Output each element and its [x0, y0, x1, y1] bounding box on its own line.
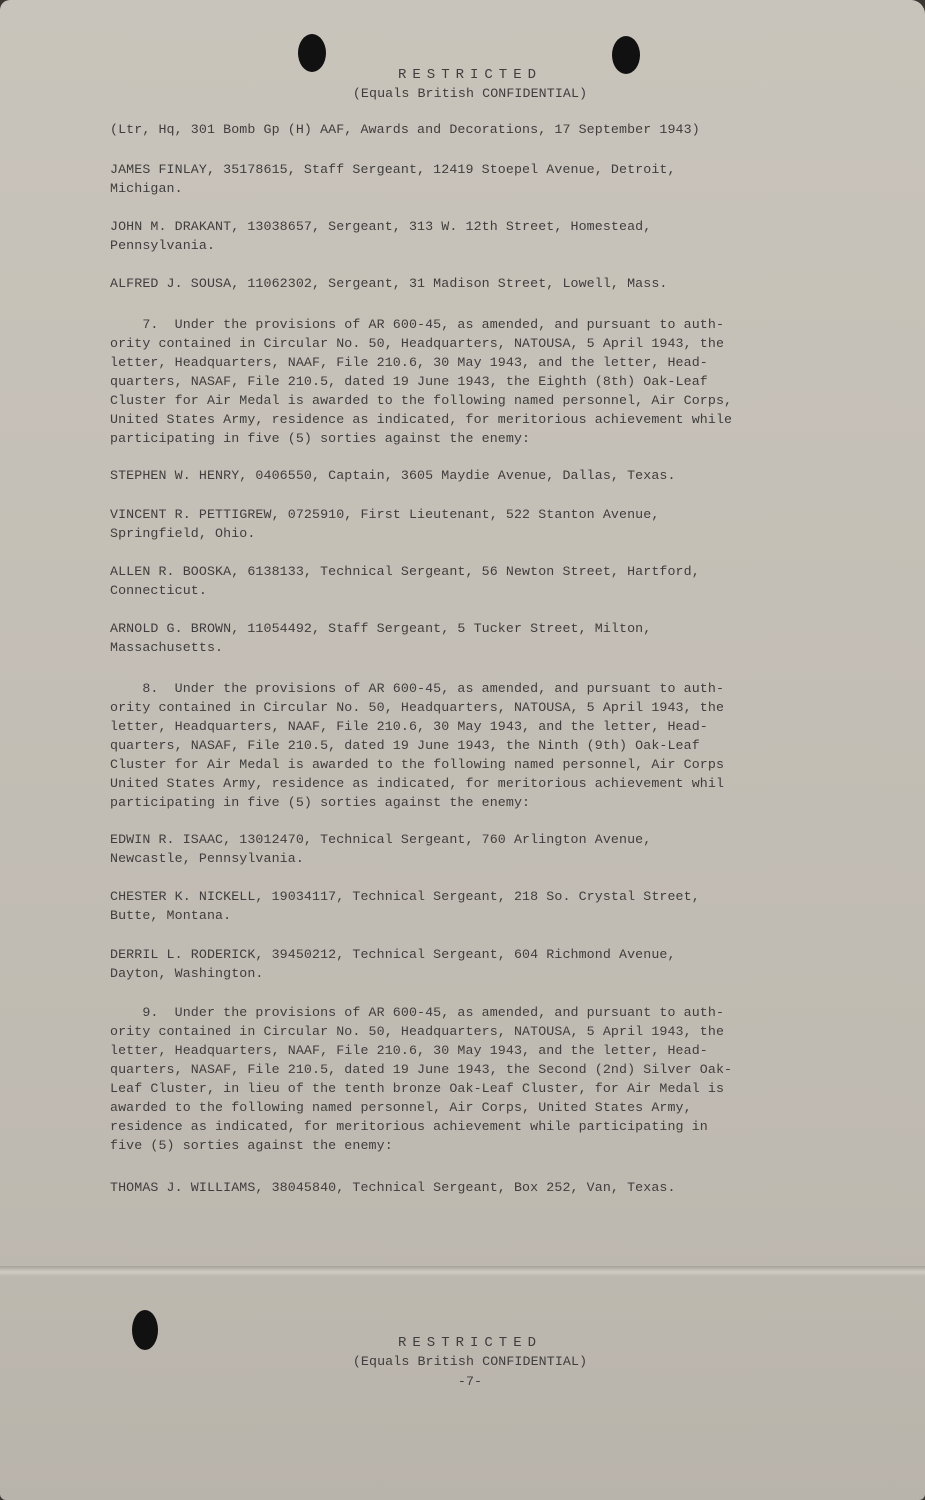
paragraph-7: 7. Under the provisions of AR 600-45, as amended, and pursuant to auth- ority contained in Circular No. 50, Headquarters, NATOUSA, 5 April 1943, the letter, Headquarters, NAAF, File 210.6, 30 May 1943, and the letter, Head- quarters, NASAF, File 210.5, dated 19 June 1943, the Eighth (8th) Oak-Leaf Cluster for Air Medal is awarded to the following named personnel, Air Corps, United States Army, residence as indicated, for meritorious achievement while participating in five (5) sorties against the enemy:	[110, 317, 733, 446]
header-classification: RESTRICTED	[397, 67, 542, 83]
letter-reference: (Ltr, Hq, 301 Bomb Gp (H) AAF, Awards and Decorations, 17 September 1943)	[110, 122, 700, 137]
header-classification-equivalent: (Equals British CONFIDENTIAL)	[352, 86, 588, 101]
recipient-entry: JAMES FINLAY, 35178615, Staff Sergeant, 12419 Stoepel Avenue, Detroit, Michigan.	[110, 162, 676, 196]
recipient-entry: ALFRED J. SOUSA, 11062302, Sergeant, 31 Madison Street, Lowell, Mass.	[110, 276, 668, 291]
recipient-entry: JOHN M. DRAKANT, 13038657, Sergeant, 313 W. 12th Street, Homestead, Pennsylvania.	[110, 219, 652, 253]
paragraph-9: 9. Under the provisions of AR 600-45, as amended, and pursuant to auth- ority contained in Circular No. 50, Headquarters, NATOUSA, 5 April 1943, the letter, Headquarters, NAAF, File 210.6, 30 May 1943, and the letter, Head- quarters, NASAF, File 210.5, dated 19 June 1943, the Second (2nd) Silver Oak- Leaf Cluster, in lieu of the tenth bronze Oak-Leaf Cluster, for Air Medal is awarded to the following named personnel, Air Corps, United States Army, residence as indicated, for meritorious achievement while participating in five (5) sorties against the enemy:	[110, 1005, 733, 1153]
footer-classification: RESTRICTED	[397, 1335, 542, 1351]
recipient-entry: CHESTER K. NICKELL, 19034117, Technical Sergeant, 218 So. Crystal Street, Butte, Montana.	[110, 889, 700, 923]
paper-fold-crease	[0, 1266, 925, 1276]
page-number: -7-	[457, 1374, 483, 1389]
recipient-entry: THOMAS J. WILLIAMS, 38045840, Technical Sergeant, Box 252, Van, Texas.	[110, 1180, 676, 1195]
recipient-entry: DERRIL L. RODERICK, 39450212, Technical Sergeant, 604 Richmond Avenue, Dayton, Washington.	[110, 947, 676, 981]
recipient-entry: STEPHEN W. HENRY, 0406550, Captain, 3605 Maydie Avenue, Dallas, Texas.	[110, 468, 676, 483]
paragraph-8: 8. Under the provisions of AR 600-45, as amended, and pursuant to auth- ority contained in Circular No. 50, Headquarters, NATOUSA, 5 April 1943, the letter, Headquarters, NAAF, File 210.6, 30 May 1943, and the letter, Head- quarters, NASAF, File 210.5, dated 19 June 1943, the Ninth (9th) Oak-Leaf Cluster for Air Medal is awarded to the following named personnel, Air Corps United States Army, residence as indicated, for meritorious achievement whil participating in five (5) sorties against the enemy:	[110, 681, 725, 810]
recipient-entry: ALLEN R. BOOSKA, 6138133, Technical Sergeant, 56 Newton Street, Hartford, Connecticut.	[110, 564, 700, 598]
recipient-entry: VINCENT R. PETTIGREW, 0725910, First Lieutenant, 522 Stanton Avenue, Springfield, Ohio.	[110, 507, 660, 541]
footer-classification-equivalent: (Equals British CONFIDENTIAL)	[352, 1354, 588, 1369]
recipient-entry: EDWIN R. ISAAC, 13012470, Technical Sergeant, 760 Arlington Avenue, Newcastle, Pennsylvania.	[110, 832, 652, 866]
punch-hole	[132, 1310, 158, 1350]
recipient-entry: ARNOLD G. BROWN, 11054492, Staff Sergeant, 5 Tucker Street, Milton, Massachusetts.	[110, 621, 652, 655]
